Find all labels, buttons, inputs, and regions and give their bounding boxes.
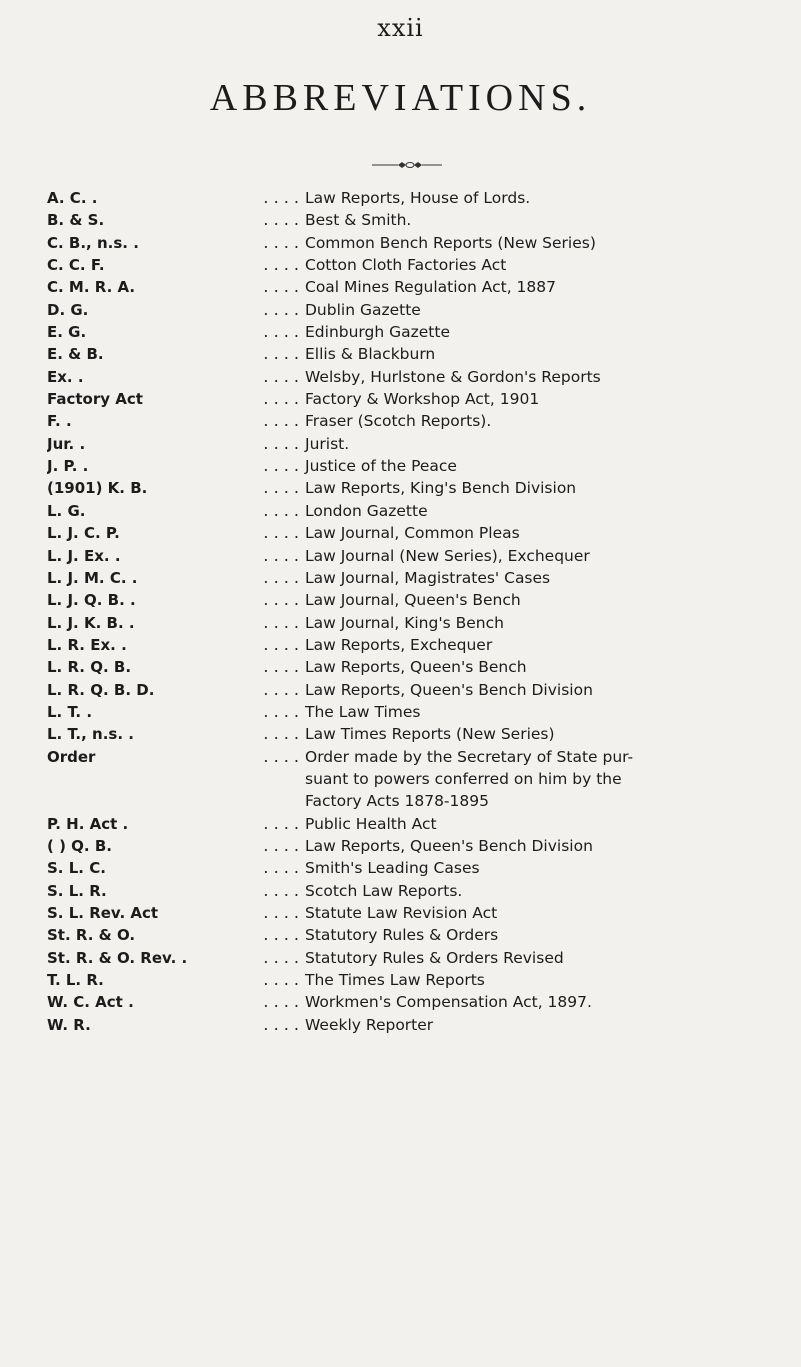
abbreviation-entry (47, 1014, 787, 1036)
abbreviation-meaning: Best & Smith. (305, 211, 412, 230)
abbreviation-entry (47, 813, 787, 835)
abbreviation-meaning: Public Health Act (305, 814, 437, 833)
abbreviation-entry (47, 679, 787, 701)
abbreviation-meaning: Law Journal, King's Bench (305, 613, 504, 632)
ornament-divider (372, 160, 442, 170)
abbreviation: W. C. Act . (47, 993, 134, 1012)
abbreviation: D. G. (47, 300, 89, 319)
leader-dots: . . . . (263, 433, 299, 453)
abbreviation-entry (47, 701, 787, 723)
abbreviation: P. H. Act . (47, 814, 129, 833)
abbreviation: (1901) K. B. (47, 479, 148, 498)
abbreviation: L. J. Ex. . (47, 546, 121, 565)
leader-dots: . . . . (263, 299, 299, 319)
leader-dots: . . . . (263, 344, 299, 364)
abbreviation-meaning: Law Journal, Magistrates' Cases (305, 568, 551, 587)
abbreviation-meaning: Weekly Reporter (305, 1015, 434, 1034)
leader-dots: . . . . (263, 188, 299, 207)
abbreviation-entry (47, 209, 787, 231)
abbreviation: L. R. Q. B. D. (47, 680, 155, 699)
abbreviation: S. L. Rev. Act (47, 904, 159, 922)
abbreviation-entry (47, 924, 787, 946)
abbreviation-entry (47, 634, 787, 656)
abbreviation-entry (47, 410, 787, 432)
leader-dots: . . . . (263, 277, 299, 297)
leader-dots: . . . . (263, 411, 299, 431)
leader-dots: . . . . (263, 523, 299, 543)
abbreviation-meaning: Justice of the Peace (305, 457, 457, 476)
abbreviation: C. B., n.s. . (47, 233, 139, 252)
leader-dots: . . . . (263, 545, 299, 565)
abbreviation-meaning: Edinburgh Gazette (305, 323, 450, 342)
abbreviation: Order (47, 747, 96, 766)
abbreviation: S. L. R. (47, 881, 107, 900)
leader-dots: . . . . (263, 992, 299, 1012)
abbreviation: St. R. & O. Rev. . (47, 948, 188, 967)
abbreviation-entry (47, 299, 787, 321)
abbreviation: L. R. Q. B. (47, 658, 132, 677)
abbreviation: Jur. . (47, 434, 86, 453)
abbreviation-entry (47, 723, 787, 745)
abbreviation: W. R. (47, 1015, 91, 1034)
leader-dots: . . . . (263, 612, 299, 632)
abbreviation-entry (47, 388, 787, 410)
abbreviation-entry (47, 857, 787, 879)
leader-dots: . . . . (263, 903, 299, 922)
leader-dots: . . . . (263, 500, 299, 520)
leader-dots: . . . . (263, 590, 299, 610)
leader-dots: . . . . (263, 456, 299, 476)
abbreviation-meaning: Law Journal, Queen's Bench (305, 591, 521, 610)
abbreviation: E. G. (47, 323, 87, 342)
leader-dots: . . . . (263, 366, 299, 386)
abbreviation: L. T. . (47, 702, 93, 721)
abbreviation-entry (47, 433, 787, 455)
abbreviation-meaning: London Gazette (305, 501, 428, 520)
leader-dots: . . . . (263, 255, 299, 275)
leader-dots: . . . . (263, 701, 299, 721)
abbreviation-entry (47, 947, 787, 969)
leader-dots: . . . . (263, 634, 299, 654)
abbreviation-entry (47, 321, 787, 343)
leader-dots: . . . . (263, 835, 299, 855)
abbreviation-entry (47, 187, 787, 209)
leader-dots: . . . . (263, 880, 299, 900)
abbreviation-meaning: Law Times Reports (New Series) (305, 725, 555, 744)
abbreviation: T. L. R. (47, 971, 104, 990)
abbreviation: L. T., n.s. . (47, 725, 134, 744)
abbreviation-entry (47, 902, 787, 924)
abbreviation: L. J. M. C. . (47, 568, 138, 587)
abbreviation-entry (47, 232, 787, 254)
abbreviation-entry (47, 366, 787, 388)
abbreviation-meaning: Law Reports, King's Bench Division (305, 479, 577, 498)
abbreviation-meaning: Law Journal (New Series), Exchequer (305, 546, 590, 565)
abbreviation: A. C. . (47, 189, 98, 207)
abbreviation-meaning: Law Reports, Queen's Bench (305, 658, 527, 677)
abbreviation-entry (47, 477, 787, 499)
abbreviation-meaning: Dublin Gazette (305, 300, 421, 319)
abbreviation: B. & S. (47, 211, 105, 230)
abbreviation-meaning: Factory & Workshop Act, 1901 (305, 390, 540, 409)
abbreviation-meaning: Statute Law Revision Act (305, 904, 498, 922)
abbreviation: L. J. K. B. . (47, 613, 135, 632)
leader-dots: . . . . (263, 746, 299, 766)
abbreviation-meaning: Coal Mines Regulation Act, 1887 (305, 278, 557, 297)
abbreviation-meaning: Workmen's Compensation Act, 1897. (305, 993, 592, 1012)
abbreviation: L. G. (47, 501, 86, 520)
abbreviation-entry (47, 500, 787, 522)
abbreviation-entry (47, 276, 787, 298)
leader-dots: . . . . (263, 567, 299, 587)
abbreviation: F. . (47, 412, 72, 431)
abbreviation-entry (47, 746, 787, 813)
abbreviation-entry (47, 969, 787, 991)
leader-dots: . . . . (263, 1014, 299, 1034)
abbreviation: St. R. & O. (47, 926, 136, 945)
abbreviation-entry (47, 254, 787, 276)
abbreviation: S. L. C. (47, 859, 106, 878)
leader-dots: . . . . (263, 478, 299, 498)
abbreviation-meaning: The Law Times (305, 702, 421, 721)
abbreviation: L. R. Ex. . (47, 635, 127, 654)
abbreviation-entry (47, 656, 787, 678)
leader-dots: . . . . (263, 970, 299, 990)
abbreviation-meaning: Ellis & Blackburn (305, 345, 436, 364)
leader-dots: . . . . (263, 724, 299, 744)
abbreviation-entry (47, 589, 787, 611)
page-number: xxii (377, 14, 424, 42)
leader-dots: . . . . (263, 813, 299, 833)
abbreviation-meaning: Smith's Leading Cases (305, 859, 480, 878)
abbreviation: ( ) Q. B. (47, 836, 112, 855)
abbreviation-entry (47, 522, 787, 544)
abbreviation: J. P. . (47, 457, 89, 476)
leader-dots: . . . . (263, 947, 299, 967)
abbreviation: L. J. C. P. (47, 524, 120, 543)
abbreviation: L. J. Q. B. . (47, 591, 136, 610)
leader-dots: . . . . (263, 322, 299, 342)
abbreviation-meaning: Statutory Rules & Orders Revised (305, 948, 564, 967)
abbreviation-entry (47, 455, 787, 477)
abbreviation: Factory Act (47, 390, 143, 409)
abbreviation-meaning: Scotch Law Reports. (305, 881, 463, 900)
abbreviation-meaning: Common Bench Reports (New Series) (305, 233, 596, 252)
abbreviation-entry (47, 343, 787, 365)
abbreviation: E. & B. (47, 345, 104, 364)
abbreviation-meaning: Law Reports, Queen's Bench Division (305, 836, 593, 855)
leader-dots: . . . . (263, 925, 299, 945)
leader-dots: . . . . (263, 858, 299, 878)
abbreviation-entry (47, 991, 787, 1013)
leader-dots: . . . . (263, 389, 299, 409)
abbreviation-entry (47, 567, 787, 589)
leader-dots: . . . . (263, 210, 299, 230)
abbreviation-meaning: The Times Law Reports (305, 971, 485, 990)
abbreviation-entry (47, 835, 787, 857)
abbreviation-entry (47, 880, 787, 902)
abbreviation-meaning: Welsby, Hurlstone & Gordon's Reports (305, 367, 601, 386)
abbreviation-entry (47, 612, 787, 634)
abbreviation-meaning: Cotton Cloth Factories Act (305, 256, 507, 275)
abbreviation-entry (47, 545, 787, 567)
abbreviation-list (47, 187, 787, 1036)
abbreviation-meaning: Law Reports, House of Lords. (305, 189, 531, 207)
abbreviation-meaning: Order made by the Secretary of State pur- suant to powers conferred on him by the Factory Acts 1878-1895 (305, 747, 634, 811)
leader-dots: . . . . (263, 657, 299, 677)
abbreviation-meaning: Law Journal, Common Pleas (305, 524, 520, 543)
abbreviation-meaning: Law Reports, Exchequer (305, 635, 493, 654)
page-title: ABBREVIATIONS. (209, 77, 592, 119)
abbreviation-meaning: Statutory Rules & Orders (305, 926, 499, 945)
abbreviation: C. M. R. A. (47, 278, 136, 297)
abbreviation-meaning: Fraser (Scotch Reports). (305, 412, 492, 431)
abbreviation: C. C. F. (47, 256, 105, 275)
abbreviation: Ex. . (47, 367, 84, 386)
leader-dots: . . . . (263, 679, 299, 699)
abbreviation-meaning: Jurist. (305, 434, 350, 453)
abbreviation-meaning: Law Reports, Queen's Bench Division (305, 680, 593, 699)
leader-dots: . . . . (263, 232, 299, 252)
